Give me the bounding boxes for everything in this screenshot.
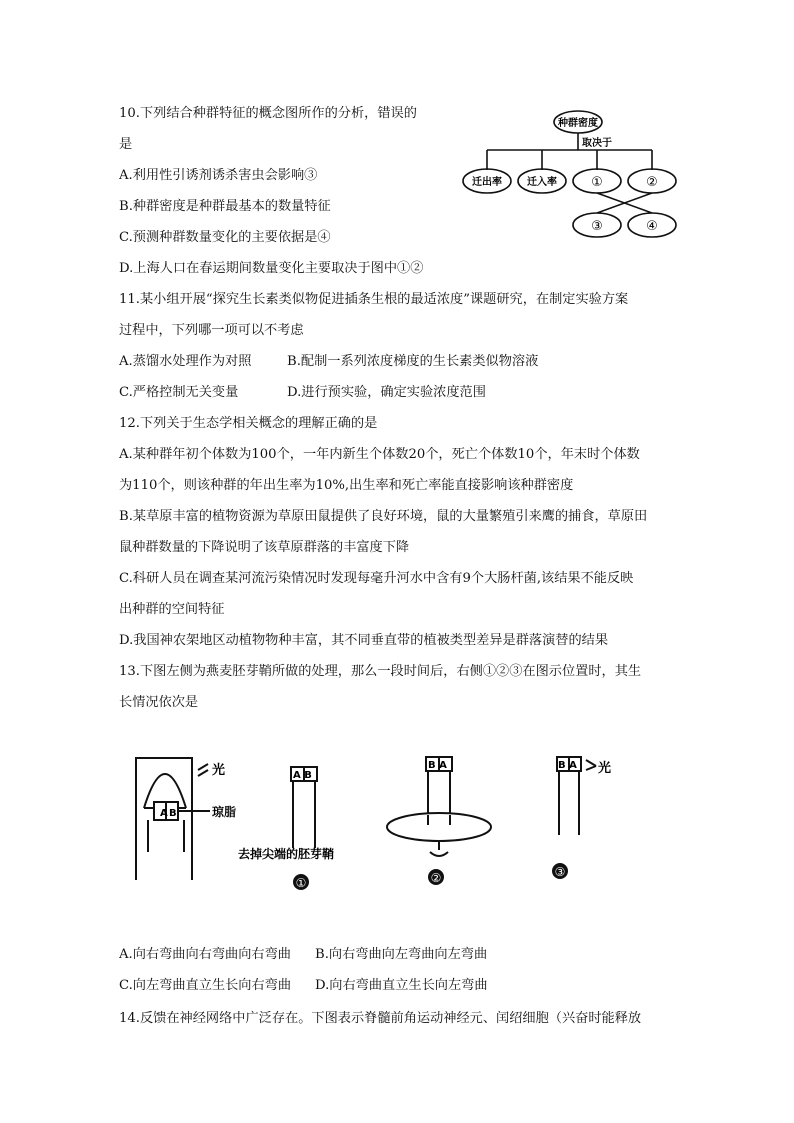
- q11-stem-cont: 过程中，下列哪一项可以不考虑: [119, 323, 304, 338]
- q10-option-c: C.预测种群数量变化的主要依据是④: [119, 230, 331, 245]
- q11-option-a: A.蒸馏水处理作为对照: [119, 354, 252, 369]
- label-1: ①: [295, 876, 307, 890]
- agar-label: 琼脂: [212, 805, 237, 819]
- diagram-node-3: ③: [591, 219, 603, 234]
- q11-option-d: D.进行预实验，确定实验浓度范围: [287, 385, 486, 400]
- coleoptile-caption: 去掉尖端的胚芽鞘: [238, 847, 335, 861]
- q13-option-b: B.向右弯曲向左弯曲向左弯曲: [315, 947, 488, 962]
- q12-option-d: D.我国神农架地区动植物物种丰富，其不同垂直带的植被类型差异是群落演替的结果: [119, 633, 609, 648]
- diagram-root-label: 种群密度: [558, 118, 598, 129]
- q14-stem: 14.反馈在神经网络中广泛存在。下图表示脊髓前角运动神经元、闰绍细胞（兴奋时能释放: [119, 1011, 642, 1026]
- diagram-relation-label: 取决于: [582, 138, 612, 149]
- q10-stem-cont: 是: [119, 137, 133, 152]
- diagram-emigration-label: 迁出率: [472, 177, 502, 188]
- q13-stem-cont: 长情况依次是: [119, 695, 199, 710]
- block-a-label: A: [160, 808, 168, 819]
- q13-option-c: C.向左弯曲直立生长向右弯曲: [119, 978, 292, 993]
- block-b-label: B: [169, 808, 177, 819]
- block-3-label: B A: [558, 760, 577, 771]
- q13-option-a: A.向右弯曲向右弯曲向右弯曲: [119, 947, 291, 962]
- light-label: 光: [212, 763, 226, 778]
- q13-option-d: D.向右弯曲直立生长向左弯曲: [315, 978, 488, 993]
- q12-option-a: A.某种群年初个体数为100个，一年内新生个体数20个，死亡个体数10个，年末时个体数: [119, 447, 640, 462]
- q12-stem: 12.下列关于生态学相关概念的理解正确的是: [119, 416, 378, 431]
- diagram-node-4: ④: [646, 219, 658, 234]
- q11-option-c: C.严格控制无关变量: [119, 385, 239, 400]
- q12-option-b: B.某草原丰富的植物资源为草原田鼠提供了良好环境，鼠的大量繁殖引来鹰的捕食，草原田: [119, 509, 648, 524]
- diagram-node-2: ②: [646, 175, 658, 190]
- population-concept-diagram: [460, 105, 690, 245]
- q13-stem: 13.下图左侧为燕麦胚芽鞘所做的处理，那么一段时间后，右侧①②③在图示位置时，其生: [119, 664, 642, 679]
- q12-option-c: C.科研人员在调查某河流污染情况时发现每毫升河水中含有9个大肠杆菌,该结果不能反映: [119, 571, 634, 586]
- q10-option-b: B.种群密度是种群最基本的数量特征: [119, 199, 331, 214]
- q10-stem: 10.下列结合种群特征的概念图所作的分析，错误的: [119, 106, 417, 121]
- label-3: ③: [554, 865, 566, 879]
- q11-option-b: B.配制一系列浓度梯度的生长素类似物溶液: [287, 354, 539, 369]
- q11-stem: 11.某小组开展“探究生长素类似物促进插条生根的最适浓度”课题研究，在制定实验方案: [119, 292, 629, 307]
- q12-option-b-cont: 鼠种群数量的下降说明了该草原群落的丰富度下降: [119, 540, 410, 555]
- block-1-label: A B: [293, 770, 312, 781]
- q10-option-d: D.上海人口在春运期间数量变化主要取决于图中①②: [119, 261, 424, 276]
- q12-option-a-cont: 为110个，则该种群的年出生率为10%,出生率和死亡率能直接影响该种群密度: [119, 478, 574, 493]
- q10-option-a: A.利用性引诱剂诱杀害虫会影响③: [119, 168, 318, 183]
- block-2-label: B A: [428, 760, 447, 771]
- q12-option-c-cont: 出种群的空间特征: [119, 602, 225, 617]
- light-label-right: 光: [598, 761, 612, 776]
- label-2: ②: [430, 871, 442, 885]
- diagram-immigration-label: 迁入率: [527, 177, 557, 188]
- coleoptile-experiment-diagram: [130, 740, 650, 890]
- diagram-node-1: ①: [591, 175, 603, 190]
